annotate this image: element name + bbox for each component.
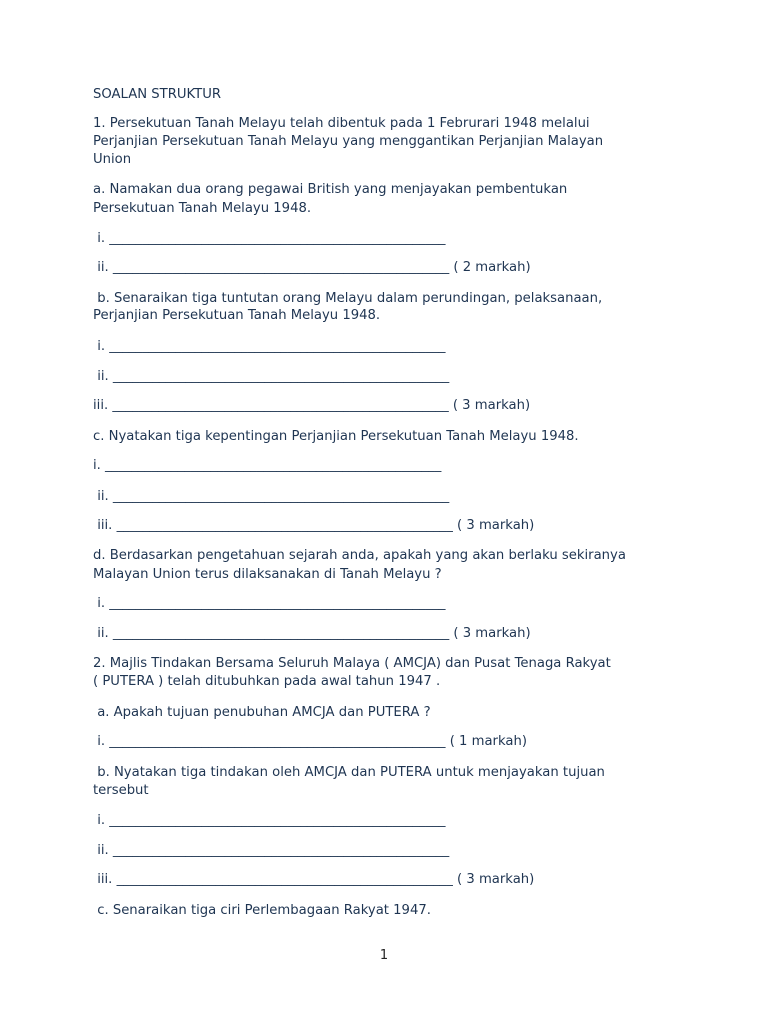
q2-intro-line-2: ( PUTERA ) telah ditubuhkan pada awal tahun 1947 .: [93, 674, 441, 689]
q1-intro-line-3: Union: [93, 152, 132, 167]
q1-intro-line-1: 1. Persekutuan Tanah Melayu telah dibentuk pada 1 Februrari 1948 melalui: [93, 116, 590, 131]
q2b-prompt-line-1: b. Nyatakan tiga tindakan oleh AMCJA dan PUTERA untuk menjayakan tujuan: [93, 765, 605, 780]
q1a-answer-line-1: i. ___________________________________________________: [93, 231, 446, 246]
q1d-answer-line-1: i. ___________________________________________________: [93, 596, 446, 611]
q1a-prompt-line-2: Persekutuan Tanah Melayu 1948.: [93, 201, 312, 216]
document-heading: SOALAN STRUKTUR: [93, 87, 222, 102]
q1c-prompt-line-1: c. Nyatakan tiga kepentingan Perjanjian Persekutuan Tanah Melayu 1948.: [93, 429, 579, 444]
q1a-answer-line-2: ii. ___________________________________________________ ( 2 markah): [93, 260, 531, 275]
q2b-prompt-line-2: tersebut: [93, 783, 149, 798]
q2-intro-line-1: 2. Majlis Tindakan Bersama Seluruh Malaya ( AMCJA) dan Pusat Tenaga Rakyat: [93, 656, 611, 671]
q1c-answer-line-1: i. ___________________________________________________: [93, 458, 442, 473]
page-number: 1: [379, 948, 389, 963]
q1d-prompt-line-2: Malayan Union terus dilaksanakan di Tanah Melayu ?: [93, 567, 442, 582]
q2b-answer-line-1: i. ___________________________________________________: [93, 813, 446, 828]
q1d-answer-line-2: ii. ___________________________________________________ ( 3 markah): [93, 626, 531, 641]
q1b-answer-line-1: i. ___________________________________________________: [93, 339, 446, 354]
q1c-answer-line-3: iii. ___________________________________________________ ( 3 markah): [93, 518, 535, 533]
q2a-prompt-line-1: a. Apakah tujuan penubuhan AMCJA dan PUTERA ?: [93, 705, 431, 720]
q2b-answer-line-3: iii. ___________________________________________________ ( 3 markah): [93, 872, 535, 887]
q1-intro-line-2: Perjanjian Persekutuan Tanah Melayu yang menggantikan Perjanjian Malayan: [93, 134, 604, 149]
q1d-prompt-line-1: d. Berdasarkan pengetahuan sejarah anda, apakah yang akan berlaku sekiranya: [93, 548, 626, 563]
q1b-prompt-line-1: b. Senaraikan tiga tuntutan orang Melayu dalam perundingan, pelaksanaan,: [93, 291, 603, 306]
q1b-answer-line-2: ii. ___________________________________________________: [93, 369, 450, 384]
q2a-answer-line-1: i. ___________________________________________________ ( 1 markah): [93, 734, 527, 749]
q2c-prompt-line-1: c. Senaraikan tiga ciri Perlembagaan Rakyat 1947.: [93, 903, 431, 918]
q1b-prompt-line-2: Perjanjian Persekutuan Tanah Melayu 1948.: [93, 308, 381, 323]
q2b-answer-line-2: ii. ___________________________________________________: [93, 843, 450, 858]
q1b-answer-line-3: iii. ___________________________________________________ ( 3 markah): [93, 398, 531, 413]
q1a-prompt-line-1: a. Namakan dua orang pegawai British yang menjayakan pembentukan: [93, 182, 568, 197]
q1c-answer-line-2: ii. ___________________________________________________: [93, 489, 450, 504]
